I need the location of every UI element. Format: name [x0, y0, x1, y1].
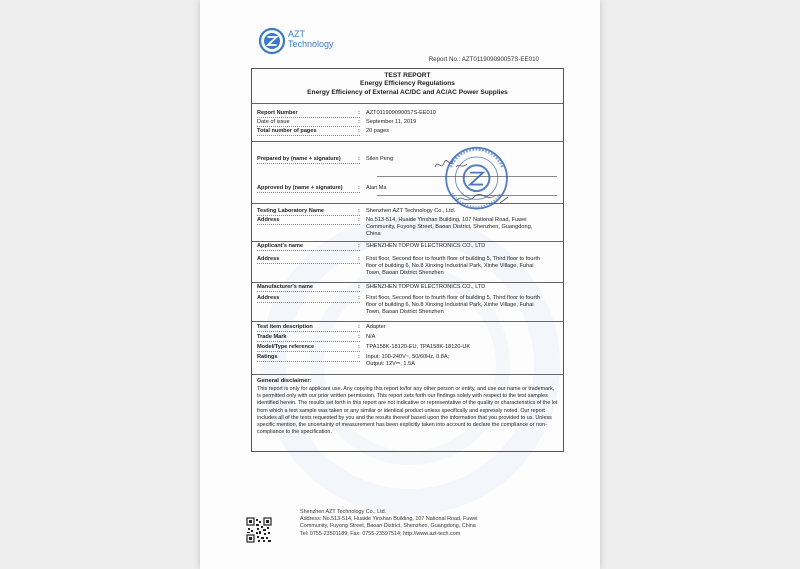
value-report-number: AZT011909090057S-EE010	[366, 110, 436, 116]
label-total-pages: Total number of pages	[257, 128, 317, 134]
label-date-of-issue: Date of issue	[257, 119, 290, 125]
report-page	[200, 0, 600, 569]
report-number-top: Report No.: AZT011909090057S-EE010	[428, 56, 539, 63]
colon: :	[358, 156, 360, 162]
report-frame	[251, 68, 564, 452]
colon: :	[358, 334, 360, 340]
label-test-item: Test item description	[257, 324, 313, 330]
value-approved-by: Alan Ma	[366, 185, 387, 191]
report-heading	[252, 72, 563, 97]
colon: :	[358, 119, 360, 125]
disclaimer-text: This report is only for applicant use. Any copying this report to/for any other person or entity, and use our name or trademark, is permitted only with our prior written permission. This report sets forth our findings solely with respect to the test samples identified herein. The results set forth in this report are not indicative or representative of the quality or characteristics of the lot from which a test sample was taken or any similar or identical product unless specifically and expressly noted. Our report includes all of the tests requested by you and the results thereof based upon the information that you provided to us. Unless specific mention, the uncertainty of measurement has been explicitly taken into account to declare the compliance or non-compliance to the specification.	[257, 386, 558, 436]
company-seal-icon	[438, 145, 528, 215]
label-testing-lab: Testing Laboratory Name	[257, 208, 325, 214]
label-manufacturer-name: Manufacturer's name	[257, 284, 314, 290]
value-model: TPA158K-18120-EU, TPA158K-18120-UK	[366, 344, 471, 350]
label-applicant-address: Address	[257, 256, 280, 262]
label-approved-by: Approved by (name + signature)	[257, 185, 343, 191]
label-trade-mark: Trade Mark	[257, 334, 287, 340]
colon: :	[358, 344, 360, 350]
logo-line2: Technology	[288, 39, 334, 49]
azt-logo	[258, 27, 398, 57]
divider	[252, 241, 563, 242]
footer-address: Shenzhen AZT Technology Co., Ltd. Address: No.513-514, Huaide Yinshan Building, 107 National Road, Fuwei Community, Fuyong Street, Baoan District, Shenzhen, Guangdong, China Tel: 0755-23501189; Fax: 0755-23597514; http://www.azt-tech.com	[300, 509, 478, 537]
azt-logo-icon	[258, 27, 286, 55]
colon: :	[358, 243, 360, 249]
colon: :	[358, 256, 360, 262]
colon: :	[358, 284, 360, 290]
divider	[252, 141, 563, 142]
value-testing-lab: Shenzhen AZT Technology Co., Ltd.	[366, 208, 456, 214]
value-lab-address: No.513-514, Huaide Yinshan Building, 107 National Road, Fuwei Community, Fuyong Street, Baoan District, Shenzhen, Guangdong, China	[366, 217, 533, 238]
value-total-pages: 20 pages	[366, 128, 390, 134]
colon: :	[358, 128, 360, 134]
value-ratings: Input: 100-240V~, 50/60Hz, 0.8A; Output: 12V⎓, 1.5A	[366, 354, 450, 368]
qr-code-icon	[246, 517, 272, 543]
logo-line1: AZT	[288, 29, 305, 39]
colon: :	[358, 185, 360, 191]
colon: :	[358, 295, 360, 301]
divider	[252, 374, 563, 375]
label-manufacturer-address: Address	[257, 295, 280, 301]
colon: :	[358, 110, 360, 116]
value-applicant-name: SHENZHEN TOPOW ELECTRONICS CO., LTD	[366, 243, 486, 249]
label-report-number: Report Number	[257, 110, 298, 116]
label-applicant-name: Applicant's name	[257, 243, 304, 249]
value-trade-mark: N/A	[366, 334, 376, 340]
colon: :	[358, 354, 360, 360]
value-manufacturer-name: SHENZHEN TOPOW ELECTRONICS CO., LTD	[366, 284, 486, 290]
value-applicant-address: First floor, Second floor to fourth floor of building 5, Third floor to fourth floor of building 6, No.8 Xinxing Industrial Park, Xinhe Village, Fuhai Town, Baoan District Shenzhen	[366, 256, 541, 277]
value-prepared-by: Silen Peng	[366, 156, 394, 162]
colon: :	[358, 217, 360, 223]
disclaimer-title: General disclaimer:	[257, 378, 312, 384]
colon: :	[358, 324, 360, 330]
label-lab-address: Address	[257, 217, 280, 223]
logo-text	[288, 29, 334, 49]
heading-regulation: Energy Efficiency Regulations	[360, 80, 455, 88]
label-model: Model/Type reference	[257, 344, 315, 350]
label-prepared-by: Prepared by (name + signature)	[257, 156, 341, 162]
divider	[252, 282, 563, 283]
label-ratings: Ratings	[257, 354, 278, 360]
heading-title: TEST REPORT	[384, 72, 431, 79]
divider	[252, 103, 563, 104]
value-manufacturer-address: First floor, Second floor to fourth floor of building 5, Third floor to fourth floor of building 6, No.8 Xinxing Industrial Park, Xinhe Village, Fuhai Town, Baoan District Shenzhen	[366, 295, 541, 316]
divider	[252, 321, 563, 322]
value-test-item: Adapter	[366, 324, 386, 330]
value-date-of-issue: September 11, 2019	[366, 119, 417, 125]
heading-subject: Energy Efficiency of External AC/DC and AC/AC Power Supplies	[307, 88, 508, 96]
colon: :	[358, 208, 360, 214]
